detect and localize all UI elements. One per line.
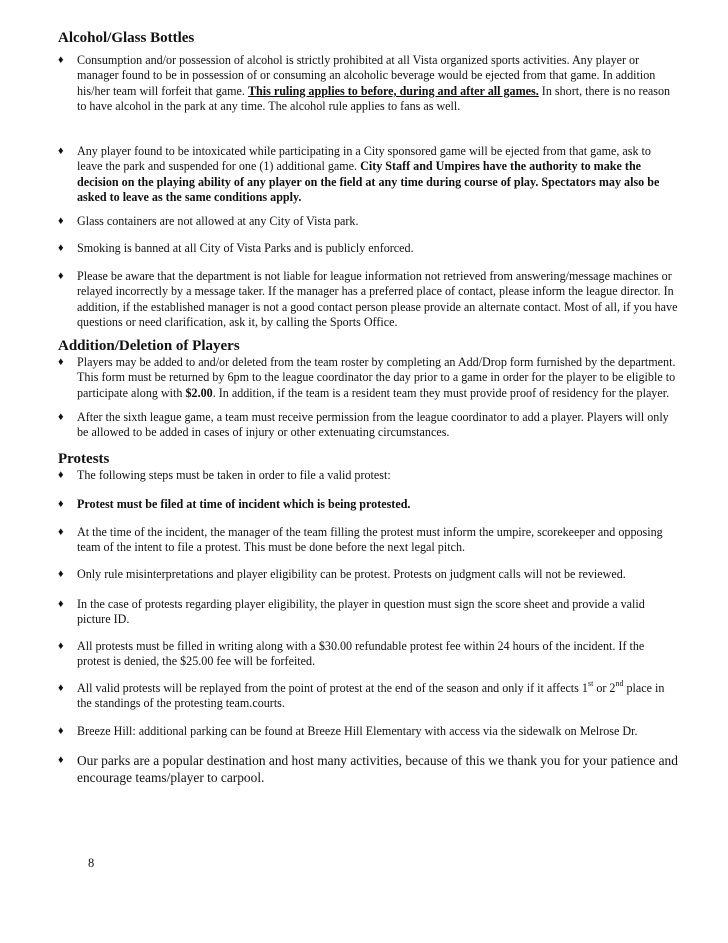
bullet-icon: ♦ bbox=[58, 682, 64, 694]
list-item: ♦ All protests must be filled in writing along with a $30.00 refundable protest fee within 24 hours of the incident. If the protest is denied, the $25.00 fee will be forfeited. bbox=[58, 639, 645, 669]
list-item: ♦ Please be aware that the department is not liable for league information not retrieved from answering/message machines or relayed incorrectly by a message taker. If the manager has a preferred place of contact, please inform the league director. In addition, if the established manager is not a good contact person please provide an alternate contact. Most of all, if you have questions or need clarification, ask it, by calling the Sports Office. bbox=[58, 269, 678, 330]
list-item: ♦ Only rule misinterpretations and player eligibility can be protest. Protests on judgment calls will not be reviewed. bbox=[58, 567, 626, 581]
bullet-icon: ♦ bbox=[58, 54, 64, 66]
bullet-icon: ♦ bbox=[58, 568, 64, 580]
list-item: ♦ The following steps must be taken in order to file a valid protest: bbox=[58, 468, 391, 482]
bullet-icon: ♦ bbox=[58, 498, 64, 510]
bullet-icon: ♦ bbox=[58, 270, 64, 282]
section-heading-alcohol: Alcohol/Glass Bottles bbox=[58, 30, 195, 46]
bullet-icon: ♦ bbox=[58, 242, 64, 254]
list-item: ♦ At the time of the incident, the manager of the team filling the protest must inform the umpire, scorekeeper and opposing team of the intent to file a protest. This must be done before the next legal pitch. bbox=[58, 525, 663, 555]
list-item: ♦ Glass containers are not allowed at any City of Vista park. bbox=[58, 214, 359, 228]
list-item: ♦ Protest must be filed at time of incident which is being protested. bbox=[58, 497, 411, 511]
bullet-icon: ♦ bbox=[58, 469, 64, 481]
bullet-icon: ♦ bbox=[58, 145, 64, 157]
bullet-icon: ♦ bbox=[58, 598, 64, 610]
bullet-icon: ♦ bbox=[58, 356, 64, 368]
bullet-icon: ♦ bbox=[58, 754, 64, 766]
bullet-icon: ♦ bbox=[58, 411, 64, 423]
list-item: ♦ In the case of protests regarding player eligibility, the player in question must sign the score sheet and provide a valid picture ID. bbox=[58, 597, 645, 627]
list-item: ♦ After the sixth league game, a team must receive permission from the league coordinator to add a player. Players will only be allowed to be added in cases of injury or other extenuating circumstances. bbox=[58, 410, 669, 440]
bullet-icon: ♦ bbox=[58, 640, 64, 652]
list-item: ♦ Players may be added to and/or deleted from the team roster by completing an Add/Drop form furnished by the department. This form must be returned by 6pm to the league coordinator the day prior to a game in order for the player to be eligible to participate along with $2.00. In addition, if the team is a resident team they must provide proof of residency for the player. bbox=[58, 355, 676, 400]
list-item: ♦ Our parks are a popular destination and host many activities, because of this we thank you for your patience and encourage teams/player to carpool. bbox=[58, 753, 678, 785]
section-heading-protests: Protests bbox=[58, 451, 110, 467]
page-number: 8 bbox=[88, 856, 95, 870]
bullet-icon: ♦ bbox=[58, 725, 64, 737]
list-item: ♦ Any player found to be intoxicated while participating in a City sponsored game will be ejected from that game, ask to leave the park and suspended for one (1) additional game. City Staff and Umpires have the authority to make the decision on the playing ability of any player on the field at any time during course of play. Spectators may also be asked to leave as the same conditions apply. bbox=[58, 144, 660, 205]
list-item: ♦ Smoking is banned at all City of Vista Parks and is publicly enforced. bbox=[58, 241, 414, 255]
list-item: ♦ Breeze Hill: additional parking can be found at Breeze Hill Elementary with access via the sidewalk on Melrose Dr. bbox=[58, 724, 638, 738]
list-item: ♦ All valid protests will be replayed from the point of protest at the end of the season and only if it affects 1st or 2nd place in the standings of the protesting team.courts. bbox=[58, 678, 665, 711]
section-heading-addition-deletion: Addition/Deletion of Players bbox=[58, 338, 240, 354]
bullet-icon: ♦ bbox=[58, 526, 64, 538]
bullet-icon: ♦ bbox=[58, 215, 64, 227]
list-item: ♦ Consumption and/or possession of alcohol is strictly prohibited at all Vista organized sports activities. Any player or manager found to be in possession of or consuming an alcoholic beverage would be ejected from that game. In addition his/her team will forfeit that game. This ruling applies to before, during and after all games. In short, there is no reason to have alcohol in the park at any time. The alcohol rule applies to fans as well. bbox=[58, 53, 671, 114]
